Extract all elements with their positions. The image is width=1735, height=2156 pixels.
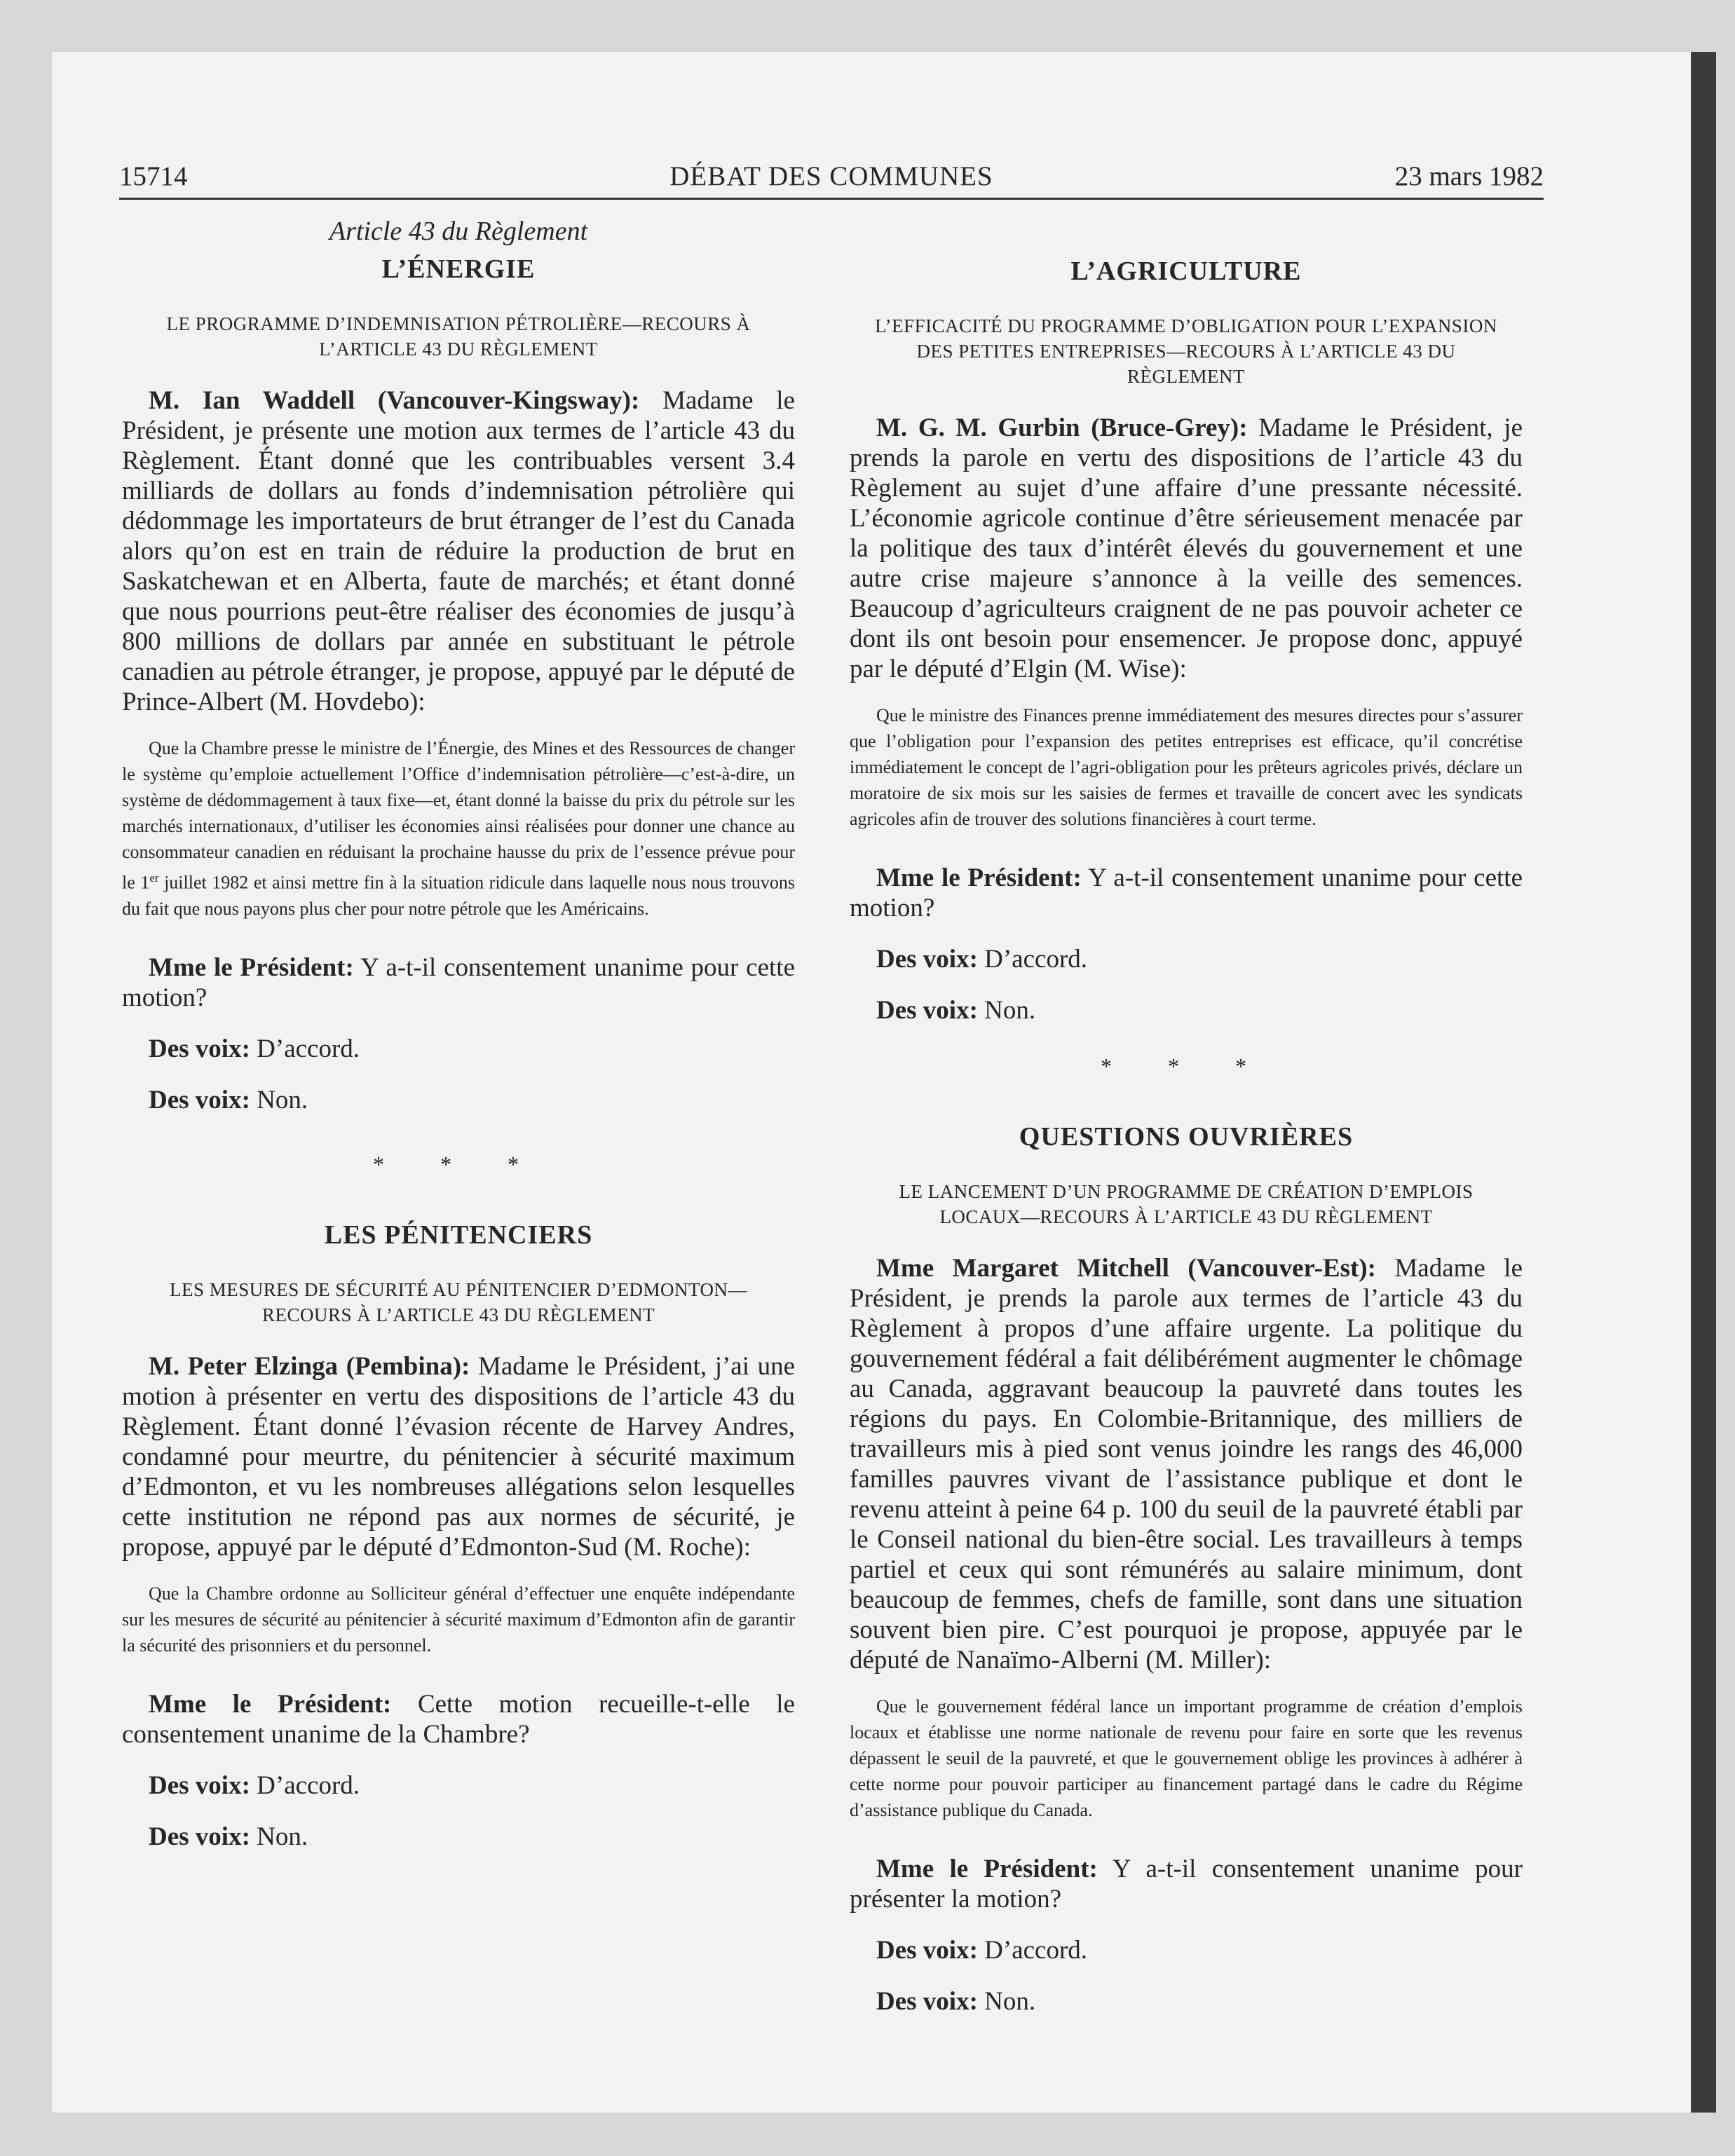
section-subtitle: LE LANCEMENT D’UN PROGRAMME DE CRÉATION D’EMPLOIS LOCAUX—RECOURS À L’ARTICLE 43 DU RÈGLEMENT <box>899 1181 1474 1227</box>
publication-title: DÉBAT DES COMMUNES <box>669 161 993 191</box>
voices-paragraph <box>850 1935 1523 1965</box>
speaker-name: Des voix: <box>149 1034 250 1063</box>
speech-text: Non. <box>257 1085 308 1114</box>
section-title: LES PÉNITENCIERS <box>324 1220 593 1250</box>
speaker-name: M. G. M. Gurbin (Bruce-Grey): <box>876 414 1248 442</box>
speaker-name: M. Ian Waddell (Vancouver-Kingsway): <box>149 386 640 415</box>
speaker-name: Mme le Président: <box>149 953 354 982</box>
motion-text <box>122 735 795 922</box>
chair-paragraph <box>850 1854 1523 1914</box>
motion-text-part: Que la Chambre presse le ministre de l’Énergie, des Mines et des Ressources de changer le système qu’emploie actuellement l’Office d’indemnisation pétrolière—c’est-à-dire, un système de dédommagement à taux fixe—et, étant donné la baisse du prix du pétrole sur les marchés internationaux, d’utiliser les économies ainsi réalisées pour donner une chance au consommateur canadien en réduisant la prochaine hausse du prix de l’essence prévue pour le 1 <box>122 738 795 893</box>
speech-text: Madame le Président, je prends la parole en vertu des dispositions de l’article 43 du Règlement au sujet d’une affaire d’une pressante nécessité. L’économie agricole continue d’être sérieusement menacée par la politique des taux d’intérêt élevés du gouvernement et une autre crise majeure s’annonce à la veille des semences. Beaucoup d’agriculteurs craignent de ne pas pouvoir acheter ce dont ils ont besoin pour ensemencer. Je propose donc, appuyé par le député d’Elgin (M. Wise): <box>850 414 1523 683</box>
section-title: L’ÉNERGIE <box>381 254 536 284</box>
speech-text: Y a-t-il consentement unanime pour cette motion? <box>122 953 796 1012</box>
voices-paragraph <box>122 1822 795 1852</box>
section-agriculture <box>850 256 1523 1025</box>
speech-text: Y a-t-il consentement unanime pour cette motion? <box>850 864 1523 922</box>
speaker-name: Mme le Président: <box>876 864 1082 892</box>
speech-text: D’accord. <box>984 945 1088 974</box>
section-penitentiaries <box>122 1220 795 1852</box>
section-subtitle: LE PROGRAMME D’INDEMNISATION PÉTROLIÈRE—RECOURS À L’ARTICLE 43 DU RÈGLEMENT <box>166 313 751 360</box>
section-separator: * * * <box>1101 1053 1272 1079</box>
speech-text: Madame le Président, je prends la parole aux termes de l’article 43 du Règlement à propos d’une affaire urgente. La politique du gouvernement fédéral a fait délibérément augmenter le chômage au Canada, aggravant beaucoup la pauvreté dans toutes les régions du pays. En Colombie-Britannique, des milliers de travailleurs mis à pied sont venus joindre les rangs des 46,000 familles pauvres vivant de l’assistance publique et dont le revenu atteint à peine 64 p. 100 du seuil de la pauvreté établi par le Conseil national du bien-être social. Les travailleurs à temps partiel et ceux qui sont rémunérés au salaire minimum, dont beaucoup de femmes, chefs de famille, sont dans une situation souvent bien pire. C’est pourquoi je propose, appuyée par le député de Nanaïmo-Alberni (M. Miller): <box>850 1254 1523 1674</box>
speaker-name: Des voix: <box>149 1822 250 1851</box>
chair-paragraph <box>122 953 795 1013</box>
chair-paragraph <box>122 1689 795 1749</box>
speech-paragraph <box>850 1253 1523 1675</box>
speaker-name: Des voix: <box>149 1770 250 1800</box>
speech-text: Madame le Président, je présente une motion aux termes de l’article 43 du Règlement. Étant donné que les contribuables versent 3.4 milliards de dollars au fonds d’indemnisation pétrolière qui dédommage les importateurs de brut étranger de l’est du Canada alors qu’on est en train de réduire la production de brut en Saskatchewan et en Alberta, faute de marchés; et étant donné que nous pourrions peut-être réaliser des économies de jusqu’à 800 millions de dollars par année en substituant le pétrole canadien au pétrole étranger, je propose, appuyé par le député de Prince-Albert (M. Hovdebo): <box>122 386 796 716</box>
scan-edge-shadow <box>1691 52 1716 2113</box>
speech-text: Y a-t-il consentement unanime pour présenter la motion? <box>850 1855 1523 1913</box>
running-head <box>119 161 1544 200</box>
speaker-name: Mme Margaret Mitchell (Vancouver-Est): <box>876 1254 1376 1283</box>
motion-superscript: er <box>149 871 159 885</box>
speaker-name: Des voix: <box>876 1987 978 2016</box>
left-column <box>122 210 795 1870</box>
voices-paragraph <box>850 944 1523 974</box>
speech-paragraph <box>122 1351 795 1562</box>
motion-text: Que le gouvernement fédéral lance un important programme de création d’emplois locaux et établisse une norme nationale de revenu pour faire en sorte que les revenus dépassent le seuil de la pauvreté, et que le gouvernement oblige les provinces à adhérer à cette norme pour pouvoir participer au financement partagé dans le cadre du Régime d’assistance publique du Canada. <box>850 1696 1523 1820</box>
voices-paragraph <box>122 1770 795 1801</box>
speech-text: D’accord. <box>257 1034 360 1063</box>
section-subtitle: LES MESURES DE SÉCURITÉ AU PÉNITENCIER D’EDMONTON—RECOURS À L’ARTICLE 43 DU RÈGLEMENT <box>169 1278 747 1325</box>
rubric-heading: Article 43 du Règlement <box>329 217 588 246</box>
voices-paragraph <box>850 1986 1523 2017</box>
section-labour <box>850 1121 1523 2017</box>
section-title: QUESTIONS OUVRIÈRES <box>1019 1122 1354 1152</box>
speaker-name: Des voix: <box>876 1936 978 1965</box>
section-energy <box>122 254 795 1115</box>
page-number: 15714 <box>119 161 188 191</box>
right-column <box>850 249 1523 2035</box>
motion-text: Que le ministre des Finances prenne immédiatement des mesures directes pour s’assurer que l’obligation pour l’expansion des petites entreprises est efficace, qu’il concrétise immédiatement le concept de l’agri-obligation pour les prêteurs agricoles privés, déclare un moratoire de six mois sur les saisies de fermes et travaille de concert avec les syndicats agricoles afin de trouver des solutions financières à court terme. <box>850 705 1523 829</box>
speech-text: Non. <box>984 1987 1036 2016</box>
speaker-name: M. Peter Elzinga (Pembina): <box>149 1351 470 1381</box>
speech-text: D’accord. <box>257 1770 360 1800</box>
section-title: L’AGRICULTURE <box>1070 257 1302 286</box>
speech-text: D’accord. <box>984 1936 1088 1965</box>
speaker-name: Mme le Président: <box>876 1855 1098 1883</box>
speaker-name: Des voix: <box>149 1085 250 1114</box>
speech-text: Madame le Président, j’ai une motion à présenter en vertu des dispositions de l’article 43 du Règlement. Étant donné l’évasion récente de Harvey Andres, condamné pour meurtre, du pénitencier à sécurité maximum d’Edmonton, et vu les nombreuses allégations selon lesquelles cette institution ne répond pas aux normes de sécurité, je propose, appuyé par le député d’Edmonton-Sud (M. Roche): <box>122 1351 795 1562</box>
speaker-name: Mme le Président: <box>149 1689 392 1719</box>
chair-paragraph <box>850 863 1523 923</box>
speech-text: Non. <box>984 996 1036 1025</box>
voices-paragraph <box>122 1034 795 1064</box>
publication-date: 23 mars 1982 <box>1394 161 1544 191</box>
voices-paragraph <box>850 995 1523 1025</box>
speech-paragraph <box>122 386 795 717</box>
section-subtitle: L’EFFICACITÉ DU PROGRAMME D’OBLIGATION POUR L’EXPANSION DES PETITES ENTREPRISES—RECOURS À L’ARTICLE 43 DU RÈGLEMENT <box>875 315 1497 387</box>
voices-paragraph <box>122 1085 795 1115</box>
section-separator: * * * <box>373 1151 544 1177</box>
motion-text-part: juillet 1982 et ainsi mettre fin à la situation ridicule dans laquelle nous nous trouvons du fait que nous payons plus cher pour notre pétrole que les Américains. <box>122 872 795 919</box>
speech-paragraph <box>850 413 1523 684</box>
motion-text: Que la Chambre ordonne au Solliciteur général d’effectuer une enquête indépendante sur les mesures de sécurité au pénitencier à sécurité maximum d’Edmonton afin de garantir la sécurité des prisonniers et du personnel. <box>122 1583 795 1656</box>
speaker-name: Des voix: <box>876 945 978 974</box>
speech-text: Cette motion recueille-t-elle le consentement unanime de la Chambre? <box>122 1689 795 1749</box>
speech-text: Non. <box>257 1822 308 1851</box>
speaker-name: Des voix: <box>876 996 978 1025</box>
